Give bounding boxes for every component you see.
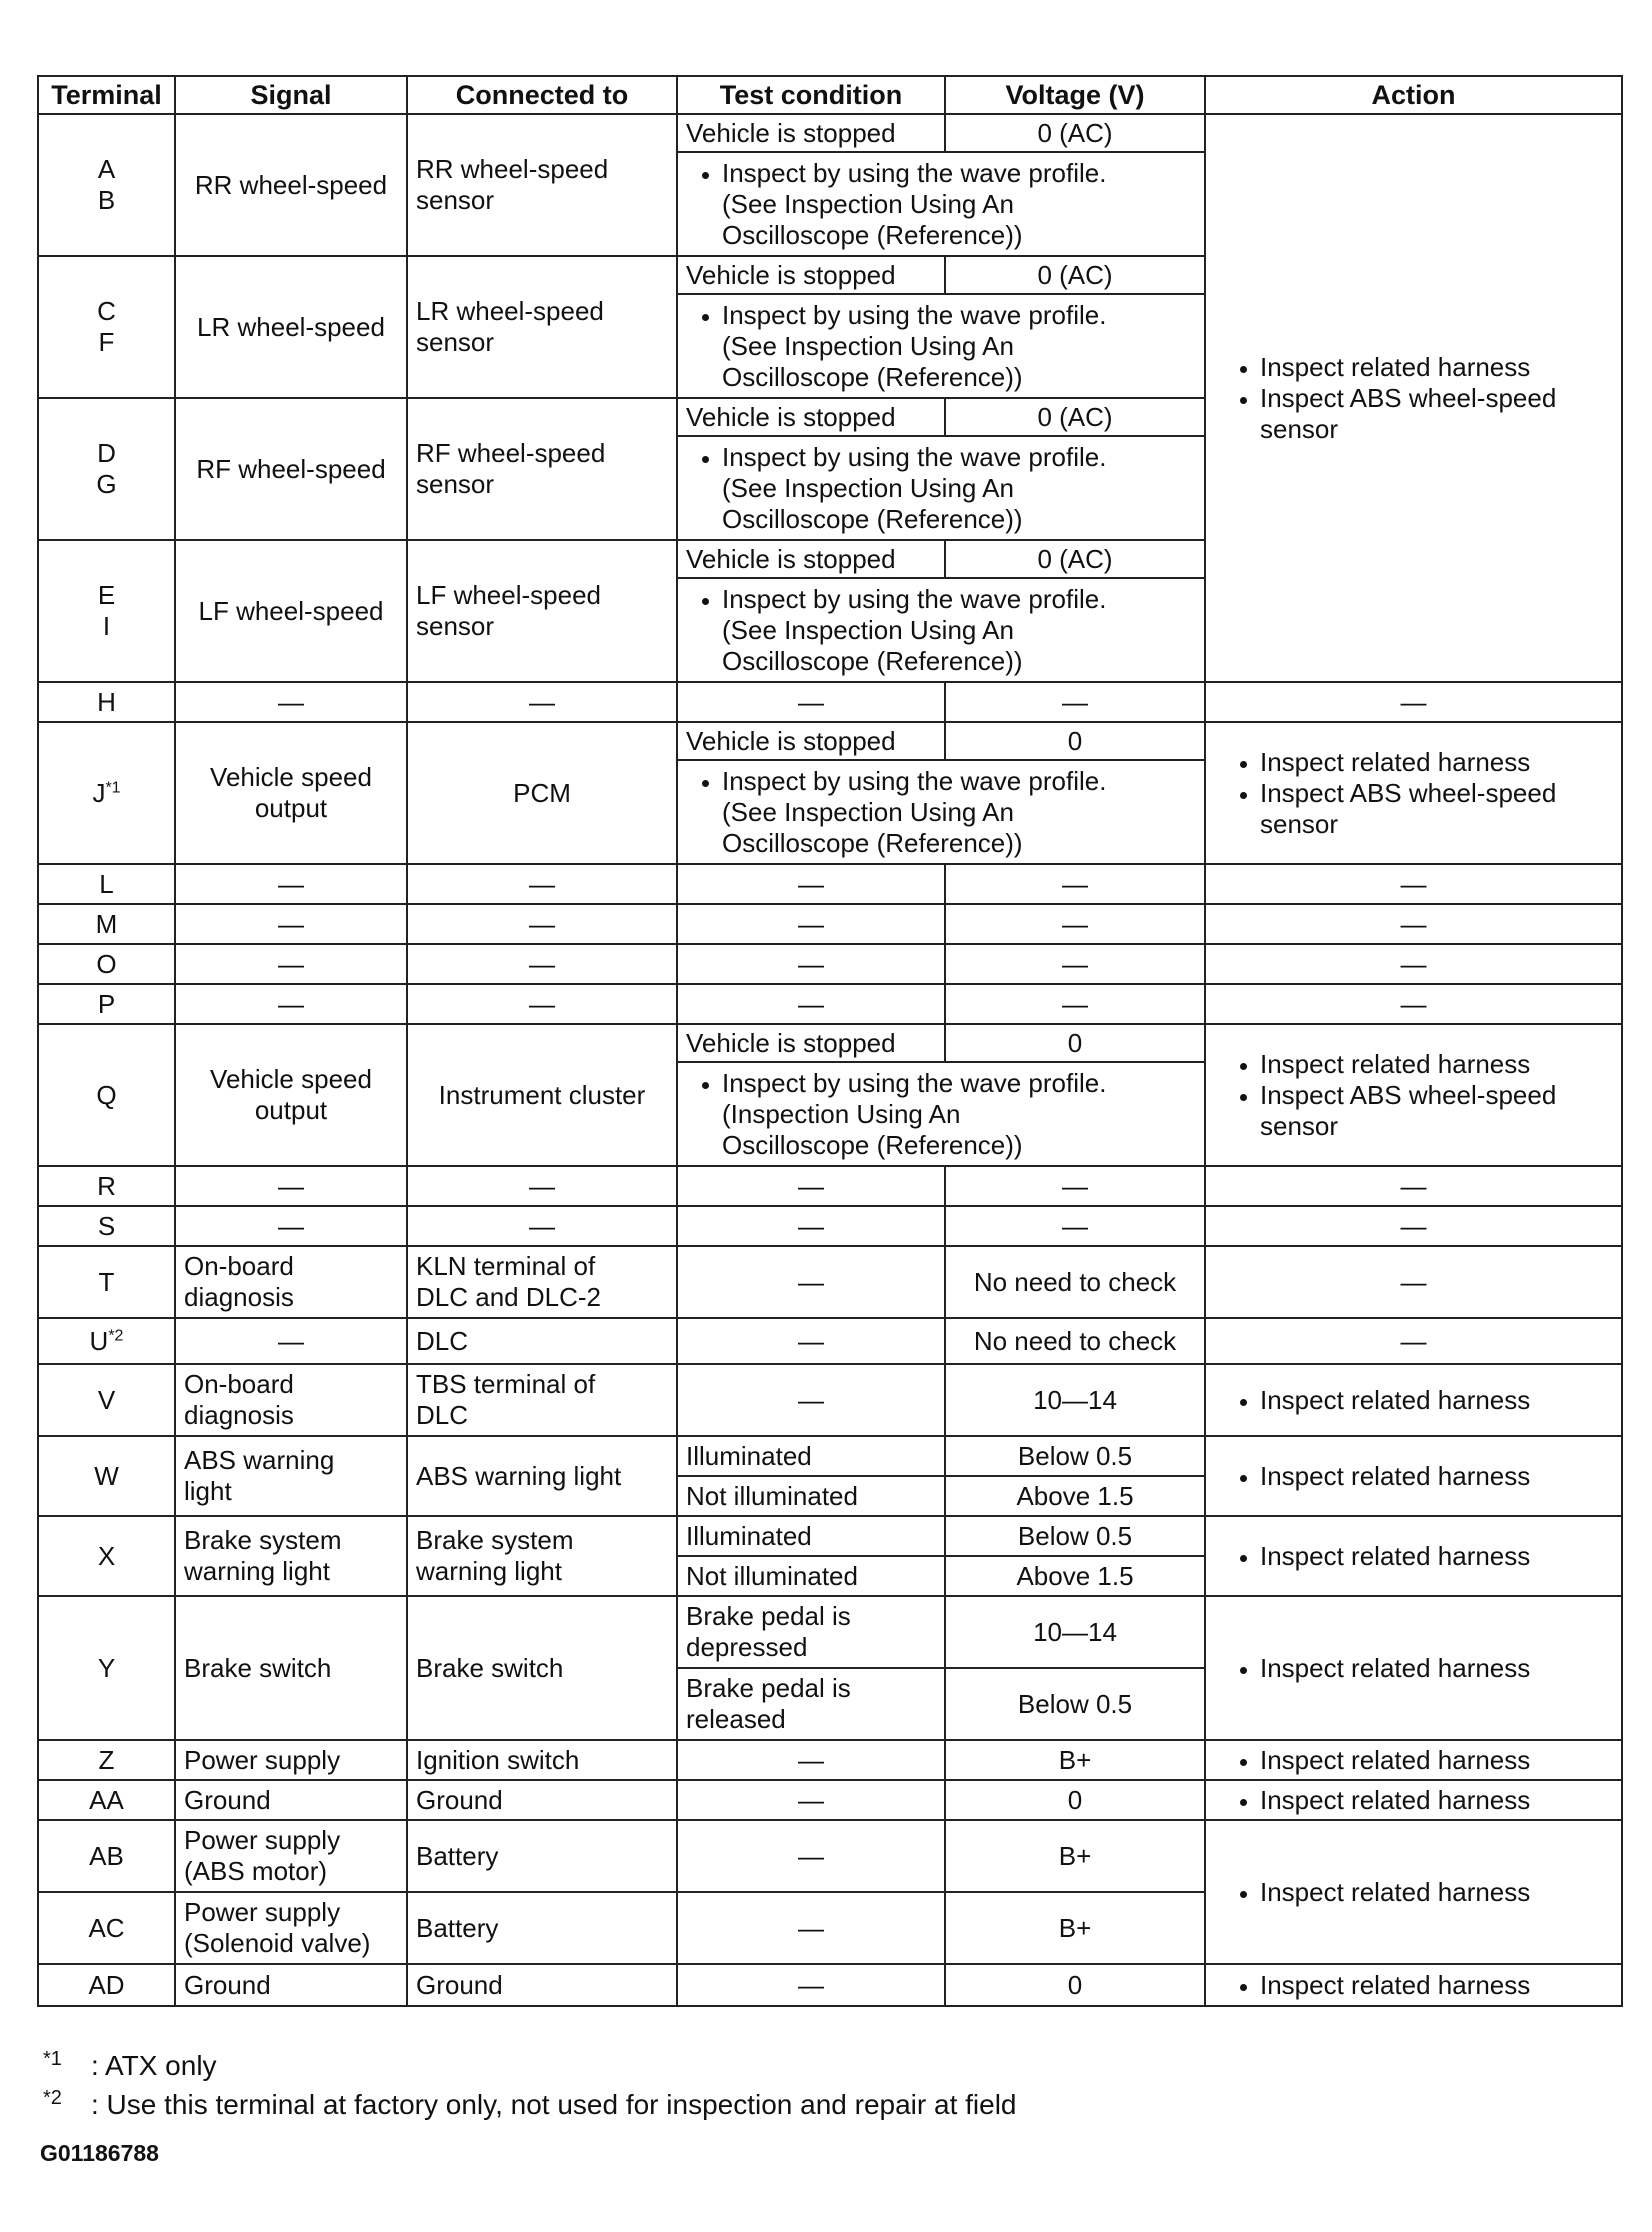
header-signal: Signal bbox=[175, 76, 407, 114]
voltage-cell: No need to check bbox=[945, 1318, 1205, 1364]
connected-cell: RF wheel-speed sensor bbox=[407, 398, 677, 540]
header-connected-to: Connected to bbox=[407, 76, 677, 114]
table-row: AB Power supply (ABS motor) Battery — B+ • Inspect related harness bbox=[38, 1820, 1622, 1892]
voltage-cell: 0 (AC) bbox=[945, 398, 1205, 436]
terminal-cell: Y bbox=[38, 1596, 175, 1740]
table-row: Not illuminated Above 1.5 bbox=[38, 1476, 1622, 1516]
table-row: AC Power supply (Solenoid valve) Battery — B+ bbox=[38, 1892, 1622, 1964]
action-item: • Inspect related harness bbox=[1260, 352, 1613, 383]
terminal-cell: W bbox=[38, 1436, 175, 1516]
action-cell: • Inspect related harness bbox=[1205, 1364, 1622, 1436]
table-row: $U^{*2}$ — DLC — No need to check — bbox=[38, 1318, 1622, 1364]
terminal-cell: M bbox=[38, 904, 175, 944]
voltage-cell: 0 (AC) bbox=[945, 256, 1205, 294]
voltage-cell: 0 (AC) bbox=[945, 540, 1205, 578]
terminal-cell: $J^{*1}$ bbox=[38, 722, 175, 864]
voltage-cell: 0 bbox=[945, 722, 1205, 760]
table-row: O — — — — — bbox=[38, 944, 1622, 984]
table-row: X Brake system warning light Brake system warning light Illuminated Below 0.5 • Inspect related harness bbox=[38, 1516, 1622, 1556]
terminal-cell: Q bbox=[38, 1024, 175, 1166]
header-row bbox=[38, 76, 1622, 114]
header-action: Action bbox=[1205, 76, 1622, 114]
terminal-cell: O bbox=[38, 944, 175, 984]
connected-cell: RR wheel-speed sensor bbox=[407, 114, 677, 256]
table-row: Brake pedal is released Below 0.5 bbox=[38, 1668, 1622, 1740]
table-row: S — — — — — bbox=[38, 1206, 1622, 1246]
terminal-cell: $U^{*2}$ bbox=[38, 1318, 175, 1364]
action-cell: • Inspect related harness bbox=[1205, 1596, 1622, 1740]
wave-profile-note: • Inspect by using the wave profile. (See Inspection Using An Oscilloscope (Reference)) bbox=[677, 760, 1205, 864]
connected-cell: Instrument cluster bbox=[407, 1024, 677, 1166]
signal-cell: ABS warning light bbox=[175, 1436, 407, 1516]
test-condition-cell: Vehicle is stopped bbox=[677, 1024, 945, 1062]
table-row: Y Brake switch Brake switch Brake pedal is depressed 10—14 • Inspect related harness bbox=[38, 1596, 1622, 1668]
header-voltage: Voltage (V) bbox=[945, 76, 1205, 114]
signal-cell: Vehicle speed output bbox=[175, 722, 407, 864]
test-condition-cell: Vehicle is stopped bbox=[677, 114, 945, 152]
terminal-cell: Z bbox=[38, 1740, 175, 1780]
footnotes bbox=[43, 2048, 1017, 2126]
terminal-cell: AB bbox=[38, 1820, 175, 1892]
terminal-cell: R bbox=[38, 1166, 175, 1206]
table-row: R — — — — — bbox=[38, 1166, 1622, 1206]
table-row: M — — — — — bbox=[38, 904, 1622, 944]
signal-cell: On-board diagnosis bbox=[175, 1364, 407, 1436]
terminal-cell: L bbox=[38, 864, 175, 904]
action-cell: • Inspect related harness • Inspect ABS wheel-speed sensor bbox=[1205, 1024, 1622, 1166]
test-condition-cell: Vehicle is stopped bbox=[677, 722, 945, 760]
table-row bbox=[38, 114, 1622, 152]
signal-cell: LF wheel-speed bbox=[175, 540, 407, 682]
terminal-cell: P bbox=[38, 984, 175, 1024]
test-condition-cell: Vehicle is stopped bbox=[677, 540, 945, 578]
connected-cell: Brake switch bbox=[407, 1596, 677, 1740]
table-row: W ABS warning light ABS warning light Illuminated Below 0.5 • Inspect related harness bbox=[38, 1436, 1622, 1476]
wave-profile-note: • Inspect by using the wave profile. (See Inspection Using An Oscilloscope (Reference)) bbox=[677, 578, 1205, 682]
wave-profile-note: • Inspect by using the wave profile. (Inspection Using An Oscilloscope (Reference)) bbox=[677, 1062, 1205, 1166]
terminal-cell: AD bbox=[38, 1964, 175, 2006]
footnote-2: *2 : Use this terminal at factory only, not used for inspection and repair at field bbox=[43, 2087, 1017, 2120]
table-row bbox=[38, 722, 1622, 760]
table-row: T On-board diagnosis KLN terminal of DLC and DLC-2 — No need to check — bbox=[38, 1246, 1622, 1318]
wave-profile-note: • Inspect by using the wave profile. (See Inspection Using An Oscilloscope (Reference)) bbox=[677, 436, 1205, 540]
connected-cell: LF wheel-speed sensor bbox=[407, 540, 677, 682]
connected-cell: DLC bbox=[407, 1318, 677, 1364]
table-row: Z Power supply Ignition switch — B+ • Inspect related harness bbox=[38, 1740, 1622, 1780]
connected-cell: KLN terminal of DLC and DLC-2 bbox=[407, 1246, 677, 1318]
signal-cell: Vehicle speed output bbox=[175, 1024, 407, 1166]
action-cell: • Inspect related harness • Inspect ABS wheel-speed sensor bbox=[1205, 722, 1622, 864]
signal-cell: Brake system warning light bbox=[175, 1516, 407, 1596]
header-test-condition: Test condition bbox=[677, 76, 945, 114]
figure-id: G01186788 bbox=[40, 2140, 159, 2166]
connected-cell: ABS warning light bbox=[407, 1436, 677, 1516]
table-row: AD Ground Ground — 0 • Inspect related harness bbox=[38, 1964, 1622, 2006]
terminal-cell: E I bbox=[38, 540, 175, 682]
terminal-cell: D G bbox=[38, 398, 175, 540]
terminal-cell: H bbox=[38, 682, 175, 722]
signal-cell: LR wheel-speed bbox=[175, 256, 407, 398]
voltage-cell: 0 (AC) bbox=[945, 114, 1205, 152]
table-row: V On-board diagnosis TBS terminal of DLC — 10—14 • Inspect related harness bbox=[38, 1364, 1622, 1436]
terminal-cell: AC bbox=[38, 1892, 175, 1964]
action-cell: • Inspect related harness bbox=[1205, 1436, 1622, 1516]
terminal-voltage-table bbox=[37, 75, 1623, 2007]
connected-cell: TBS terminal of DLC bbox=[407, 1364, 677, 1436]
footnote-1: *1 : ATX only bbox=[43, 2048, 217, 2081]
terminal-cell: A B bbox=[38, 114, 175, 256]
terminal-cell: AA bbox=[38, 1780, 175, 1820]
action-item: • Inspect ABS wheel-speed sensor bbox=[1260, 383, 1613, 445]
terminal-cell: C F bbox=[38, 256, 175, 398]
table-row: AA Ground Ground — 0 • Inspect related harness bbox=[38, 1780, 1622, 1820]
signal-cell: Brake switch bbox=[175, 1596, 407, 1740]
signal-cell: RF wheel-speed bbox=[175, 398, 407, 540]
terminal-cell: X bbox=[38, 1516, 175, 1596]
connected-cell: LR wheel-speed sensor bbox=[407, 256, 677, 398]
test-condition-cell: Vehicle is stopped bbox=[677, 398, 945, 436]
test-condition-cell: Vehicle is stopped bbox=[677, 256, 945, 294]
terminal-cell: S bbox=[38, 1206, 175, 1246]
header-terminal: Terminal bbox=[38, 76, 175, 114]
action-cell: • Inspect related harness bbox=[1205, 1820, 1622, 1964]
terminal-cell: V bbox=[38, 1364, 175, 1436]
signal-cell: On-board diagnosis bbox=[175, 1246, 407, 1318]
table-row: H — — — — — bbox=[38, 682, 1622, 722]
signal-cell: RR wheel-speed bbox=[175, 114, 407, 256]
voltage-cell: 10—14 bbox=[945, 1364, 1205, 1436]
wave-profile-note: • Inspect by using the wave profile. (See Inspection Using An Oscilloscope (Reference)) bbox=[677, 152, 1205, 256]
voltage-cell: 0 bbox=[945, 1024, 1205, 1062]
action-cell: • Inspect related harness bbox=[1205, 1516, 1622, 1596]
table-row: L — — — — — bbox=[38, 864, 1622, 904]
wave-profile-note: • Inspect by using the wave profile. (See Inspection Using An Oscilloscope (Reference)) bbox=[677, 294, 1205, 398]
action-cell bbox=[1205, 114, 1622, 682]
connected-cell: Brake system warning light bbox=[407, 1516, 677, 1596]
connected-cell: PCM bbox=[407, 722, 677, 864]
table-row: Not illuminated Above 1.5 bbox=[38, 1556, 1622, 1596]
terminal-voltage-table-document bbox=[37, 75, 1621, 2007]
voltage-cell: No need to check bbox=[945, 1246, 1205, 1318]
table-row: P — — — — — bbox=[38, 984, 1622, 1024]
table-row bbox=[38, 1024, 1622, 1062]
terminal-cell: T bbox=[38, 1246, 175, 1318]
